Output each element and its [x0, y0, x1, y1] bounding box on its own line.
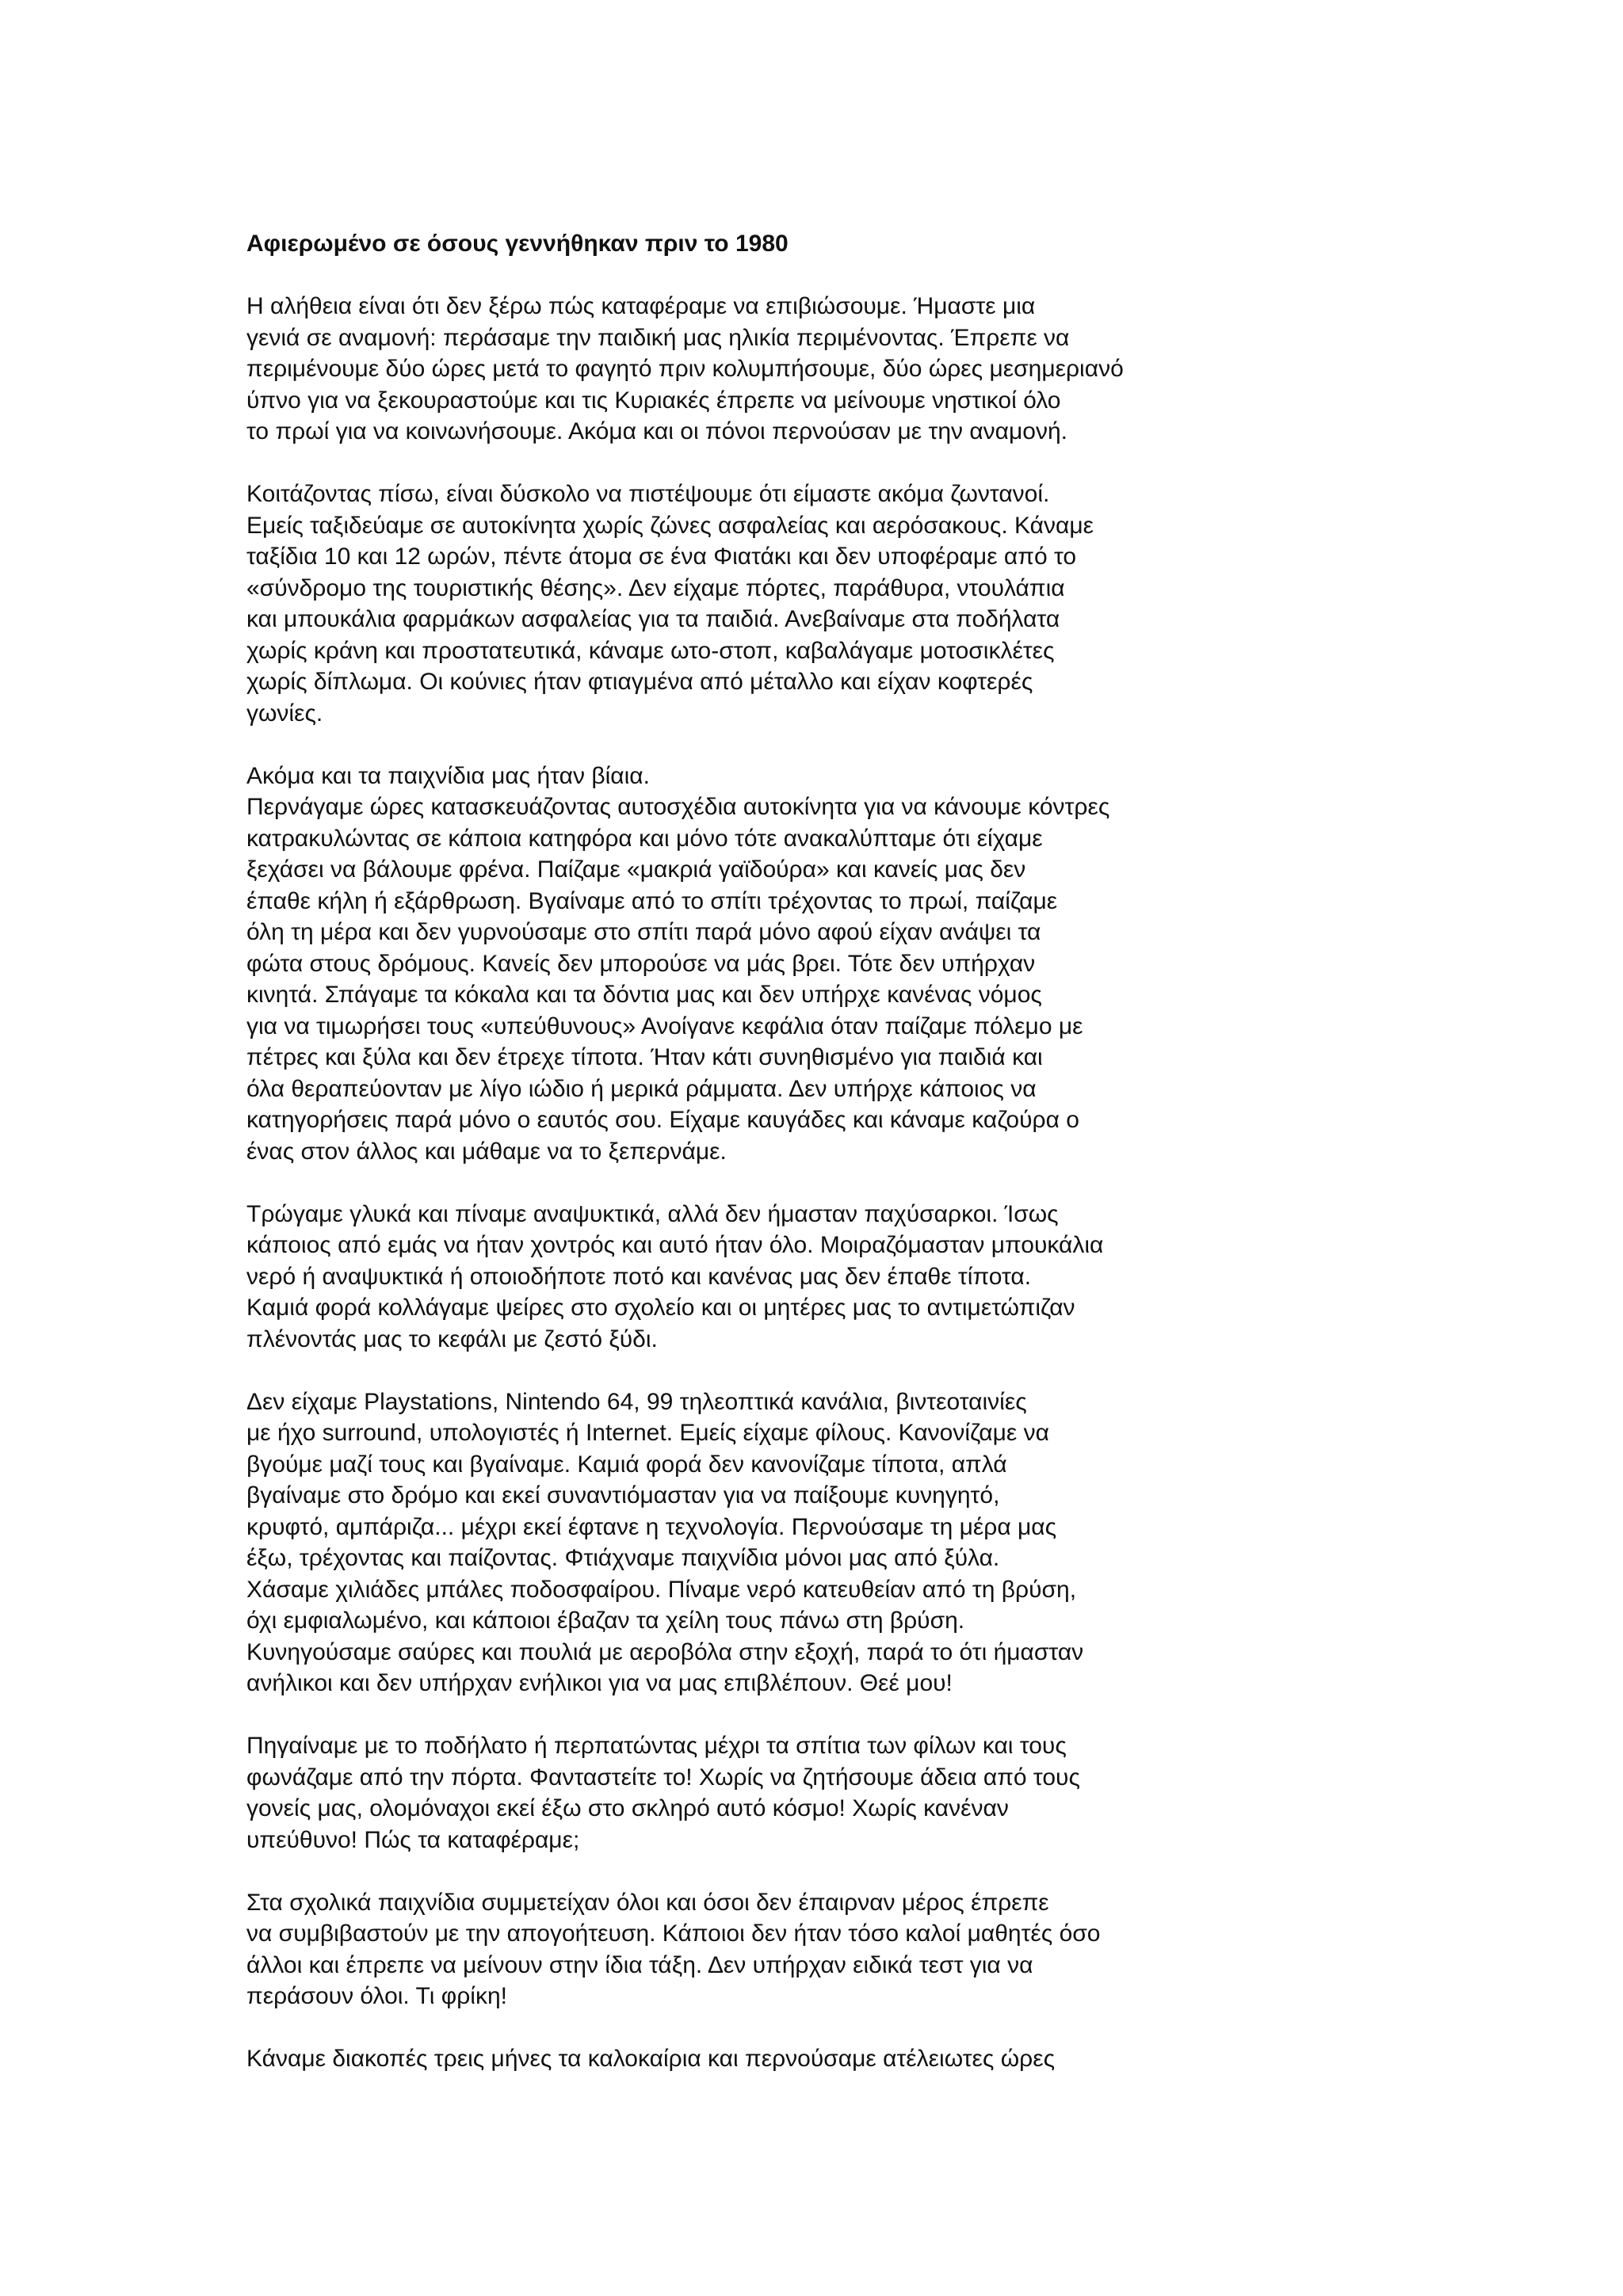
- text-line: κατρακυλώντας σε κάποια κατηφόρα και μόνο τότε ανακαλύπταμε ότι είχαμε: [246, 825, 1043, 852]
- document-title: Αφιερωμένο σε όσους γεννήθηκαν πριν το 1980: [246, 231, 789, 257]
- text-line: Καμιά φορά κολλάγαμε ψείρες στο σχολείο και οι μητέρες μας το αντιμετώπιζαν: [246, 1295, 1075, 1321]
- text-line: «σύνδρομο της τουριστικής θέσης». Δεν είχαμε πόρτες, παράθυρα, ντουλάπια: [246, 574, 1065, 601]
- text-line: ύπνο για να ξεκουραστούμε και τις Κυριακές έπρεπε να μείνουμε νηστικοί όλο: [246, 387, 1061, 414]
- text-line: πλένοντάς μας το κεφάλι με ζεστό ξύδι.: [246, 1325, 658, 1352]
- text-line: βγούμε μαζί τους και βγαίναμε. Καμιά φορά δεν κανονίζαμε τίποτα, απλά: [246, 1451, 1007, 1478]
- text-line: Η αλήθεια είναι ότι δεν ξέρω πώς καταφέραμε να επιβιώσουμε. Ήμαστε μια: [246, 293, 1036, 319]
- paragraph: [246, 1386, 1388, 1699]
- text-line: νερό ή αναψυκτικά ή οποιοδήποτε ποτό και κανένας μας δεν έπαθε τίποτα.: [246, 1263, 1032, 1290]
- text-line: Στα σχολικά παιχνίδια συμμετείχαν όλοι και όσοι δεν έπαιρναν μέρος έπρεπε: [246, 1889, 1049, 1916]
- text-line: υπεύθυνο! Πώς τα καταφέραμε;: [246, 1826, 580, 1853]
- text-line: Κυνηγούσαμε σαύρες και πουλιά με αεροβόλα στην εξοχή, παρά το ότι ήμασταν: [246, 1638, 1084, 1665]
- text-line: όχι εμφιαλωμένο, και κάποιοι έβαζαν τα χείλη τους πάνω στη βρύση.: [246, 1608, 965, 1634]
- text-line: κάποιος από εμάς να ήταν χοντρός και αυτό ήταν όλο. Μοιραζόμασταν μπουκάλια: [246, 1232, 1104, 1258]
- paragraph: [246, 761, 1388, 1168]
- text-line: το πρωί για να κοινωνήσουμε. Ακόμα και οι πόνοι περνούσαν με την αναμονή.: [246, 418, 1068, 444]
- document-body: [246, 228, 1388, 2106]
- text-line: περάσουν όλοι. Τι φρίκη!: [246, 1983, 507, 2009]
- text-line: όλη τη μέρα και δεν γυρνούσαμε στο σπίτι παρά μόνο αφού είχαν ανάψει τα: [246, 919, 1041, 945]
- text-line: γωνίες.: [246, 700, 323, 727]
- text-line: και μπουκάλια φαρμάκων ασφαλείας για τα παιδιά. Ανεβαίναμε στα ποδήλατα: [246, 606, 1060, 632]
- text-line: ξεχάσει να βάλουμε φρένα. Παίζαμε «μακριά γαϊδούρα» και κανείς μας δεν: [246, 856, 1026, 883]
- text-line: έπαθε κήλη ή εξάρθρωση. Βγαίναμε από το σπίτι τρέχοντας το πρωί, παίζαμε: [246, 887, 1058, 914]
- text-line: χωρίς κράνη και προστατευτικά, κάναμε ωτο-στοπ, καβαλάγαμε μοτοσικλέτες: [246, 637, 1055, 664]
- text-line: βγαίναμε στο δρόμο και εκεί συναντιόμασταν για να παίξουμε κυνηγητό,: [246, 1482, 1000, 1508]
- text-line: όλα θεραπεύονταν με λίγο ιώδιο ή μερικά ράμματα. Δεν υπήρχε κάποιος να: [246, 1075, 1037, 1102]
- text-line: ανήλικοι και δεν υπήρχαν ενήλικοι για να μας επιβλέπουν. Θεέ μου!: [246, 1670, 953, 1696]
- text-line: φωνάζαμε από την πόρτα. Φανταστείτε το! Χωρίς να ζητήσουμε άδεια από τους: [246, 1764, 1080, 1791]
- paragraph: [246, 479, 1388, 729]
- text-line: για να τιμωρήσει τους «υπεύθυνους» Ανοίγανε κεφάλια όταν παίζαμε πόλεμο με: [246, 1013, 1083, 1039]
- text-line: να συμβιβαστούν με την απογοήτευση. Κάποιοι δεν ήταν τόσο καλοί μαθητές όσο: [246, 1920, 1101, 1947]
- text-line: Χάσαμε χιλιάδες μπάλες ποδοσφαίρου. Πίναμε νερό κατευθείαν από τη βρύση,: [246, 1576, 1077, 1603]
- paragraph: [246, 1887, 1388, 2012]
- text-line: Εμείς ταξιδεύαμε σε αυτοκίνητα χωρίς ζώνες ασφαλείας και αερόσακους. Κάναμε: [246, 512, 1094, 539]
- paragraph: [246, 1199, 1388, 1356]
- text-line: κατηγορήσεις παρά μόνο ο εαυτός σου. Είχαμε καυγάδες και κάναμε καζούρα ο: [246, 1107, 1079, 1133]
- paragraph: [246, 2043, 1388, 2075]
- text-line: φώτα στους δρόμους. Κανείς δεν μπορούσε να μάς βρει. Τότε δεν υπήρχαν: [246, 950, 1036, 977]
- text-line: περιμένουμε δύο ώρες μετά το φαγητό πριν κολυμπήσουμε, δύο ώρες μεσημεριανό: [246, 356, 1124, 382]
- text-line: Κάναμε διακοπές τρεις μήνες τα καλοκαίρια και περνούσαμε ατέλειωτες ώρες: [246, 2046, 1056, 2072]
- text-line: άλλοι και έπρεπε να μείνουν στην ίδια τάξη. Δεν υπήρχαν ειδικά τεστ για να: [246, 1951, 1033, 1978]
- text-line: γενιά σε αναμονή: περάσαμε την παιδική μας ηλικία περιμένοντας. Έπρεπε να: [246, 324, 1070, 351]
- text-line: χωρίς δίπλωμα. Οι κούνιες ήταν φτιαγμένα από μέταλλο και είχαν κοφτερές: [246, 669, 1033, 695]
- paragraph-list: [246, 291, 1388, 2075]
- text-line: Πηγαίναμε με το ποδήλατο ή περπατώντας μέχρι τα σπίτια των φίλων και τους: [246, 1733, 1067, 1759]
- text-line: ένας στον άλλος και μάθαμε να το ξεπερνάμε.: [246, 1138, 727, 1165]
- text-line: Ακόμα και τα παιχνίδια μας ήταν βίαια.: [246, 762, 650, 789]
- text-line: γονείς μας, ολομόναχοι εκεί έξω στο σκληρό αυτό κόσμο! Χωρίς κανέναν: [246, 1795, 1009, 1821]
- text-line: πέτρες και ξύλα και δεν έτρεχε τίποτα. Ήταν κάτι συνηθισμένο για παιδιά και: [246, 1044, 1043, 1070]
- text-line: κινητά. Σπάγαμε τα κόκαλα και τα δόντια μας και δεν υπήρχε κανένας νόμος: [246, 982, 1042, 1008]
- text-line: Κοιτάζοντας πίσω, είναι δύσκολο να πιστέψουμε ότι είμαστε ακόμα ζωντανοί.: [246, 481, 1050, 507]
- text-line: Περνάγαμε ώρες κατασκευάζοντας αυτοσχέδια αυτοκίνητα για να κάνουμε κόντρες: [246, 794, 1110, 820]
- text-line: ταξίδια 10 και 12 ωρών, πέντε άτομα σε ένα Φιατάκι και δεν υποφέραμε από το: [246, 543, 1077, 570]
- paragraph: [246, 291, 1388, 448]
- text-line: Δεν είχαμε Playstations, Nintendo 64, 99 τηλεοπτικά κανάλια, βιντεοταινίες: [246, 1388, 1027, 1415]
- text-line: Τρώγαμε γλυκά και πίναμε αναψυκτικά, αλλά δεν ήμασταν παχύσαρκοι. Ίσως: [246, 1200, 1059, 1227]
- text-line: κρυφτό, αμπάριζα... μέχρι εκεί έφτανε η τεχνολογία. Περνούσαμε τη μέρα μας: [246, 1513, 1057, 1540]
- paragraph: [246, 1730, 1388, 1855]
- text-line: έξω, τρέχοντας και παίζοντας. Φτιάχναμε παιχνίδια μόνοι μας από ξύλα.: [246, 1545, 1000, 1571]
- text-line: με ήχο surround, υπολογιστές ή Internet. Εμείς είχαμε φίλους. Κανονίζαμε να: [246, 1420, 1049, 1446]
